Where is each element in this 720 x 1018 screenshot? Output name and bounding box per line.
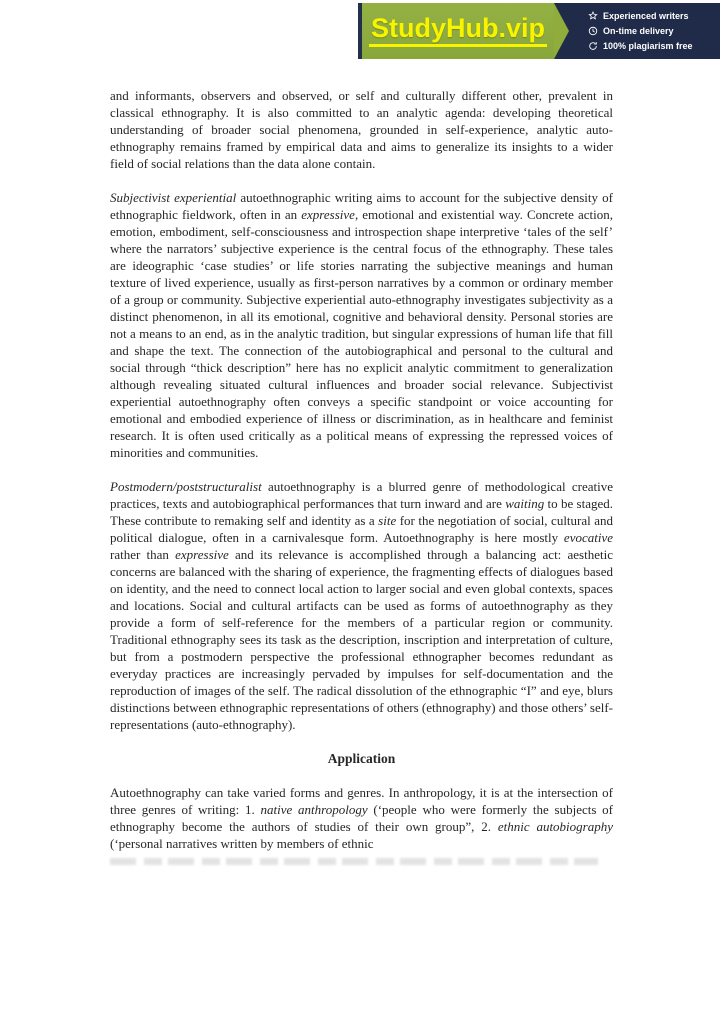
paragraph: Postmodern/poststructuralist autoethnography is a blurred genre of methodological creative practices, texts and autobiographical performances that turn inward and are waiting to be staged. These contribute to remaking self and identity as a site for the negotiation of social, cultural and political dialogue, often in a carnivalesque form. Autoethnography is here mostly evocative rather than expressive and its relevance is accomplished through a balancing act: aesthetic concerns are balanced with the sharing of experience, the fragmenting effects of dialogues based on identity, and the need to connect local action to larger social and even global contexts, spaces and locations. Social and cultural artifacts can be used as forms of autoethnography as they provide a form of self-reference for the members of a particular region or community. Traditional ethnography sees its task as the description, inscription and interpretation of culture, but from a postmodern perspective the professional ethnographer becomes redundant as everyday practices are increasingly pervaded by impulses for self-documentation and the reproduction of images of the self. The radical dissolution of the ethnographic “I” and eye, blurs distinctions between ethnographic representations of others (ethnography) and those others’ self-representations (auto-ethnography). [110,479,613,732]
section-heading: Application [327,751,396,766]
banner-feature [588,25,720,37]
studyhub-ad-banner[interactable] [358,3,720,59]
brand-link[interactable]: StudyHub.vip [369,15,547,47]
banner-features-panel [554,3,720,59]
banner-feature-label: Experienced writers [603,11,689,21]
paragraph: Subjectivist experiential autoethnographic writing aims to account for the subjective density of ethnographic fieldwork, often in an expressive, emotional and existential way. Concrete action, emotion, embodiment, self-consciousness and introspection shape interpretive ‘tales of the self’ where the narrators’ subjective experience is the central focus of the ethnography. These tales are ideographic ‘case studies’ or life stories narrating the subjective meanings and human texture of lived experience, usually as first-person narratives by a common or ordinary member of a group or community. Subjective experiential auto-ethnography investigates subjectivity as a distinct phenomenon, in all its emotional, cognitive and behavioral density. Personal stories are not a means to an end, as in the analytic tradition, but singular expressions of human life that fill and shape the text. The connection of the autobiographical and personal to the cultural and social through “thick description” here has no explicit analytic commitment to generalization although revealing situated cultural influences and broader social relevance. Subjectivist experiential autoethnography often conveys a specific standpoint or voice accounting for emotional and embodied experience of illness or discrimination, as in healthcare and feminist research. It is often used critically as a political means of expressing the repressed voices of minorities and communities. [110,190,614,460]
refresh-icon [588,41,598,51]
paragraph: and informants, observers and observed, or self and culturally different other, prevalent in classical ethnography. It is also committed to an analytic agenda: developing theoretical understanding of broader social phenomena, grounded in self-experience, analytic auto-ethnography remains framed by empirical data and aims to generalize its insights to a wider field of social relations than the data alone contain. [110,88,613,171]
document-body [110,87,613,865]
banner-feature [588,10,720,22]
paragraph: Autoethnography can take varied forms and genres. In anthropology, it is at the intersection of three genres of writing: 1. native anthropology (‘people who were formerly the subjects of ethnography become the authors of studies of their own group”, 2. ethnic autobiography (‘personal narratives written by members of ethnic [110,785,614,851]
banner-brand-panel[interactable] [358,3,554,59]
banner-feature-label: On-time delivery [603,26,674,36]
faded-text-remnant [110,858,598,865]
clock-icon [588,26,598,36]
banner-feature-label: 100% plagiarism free [603,41,693,51]
star-icon [588,11,598,21]
banner-feature [588,40,720,52]
